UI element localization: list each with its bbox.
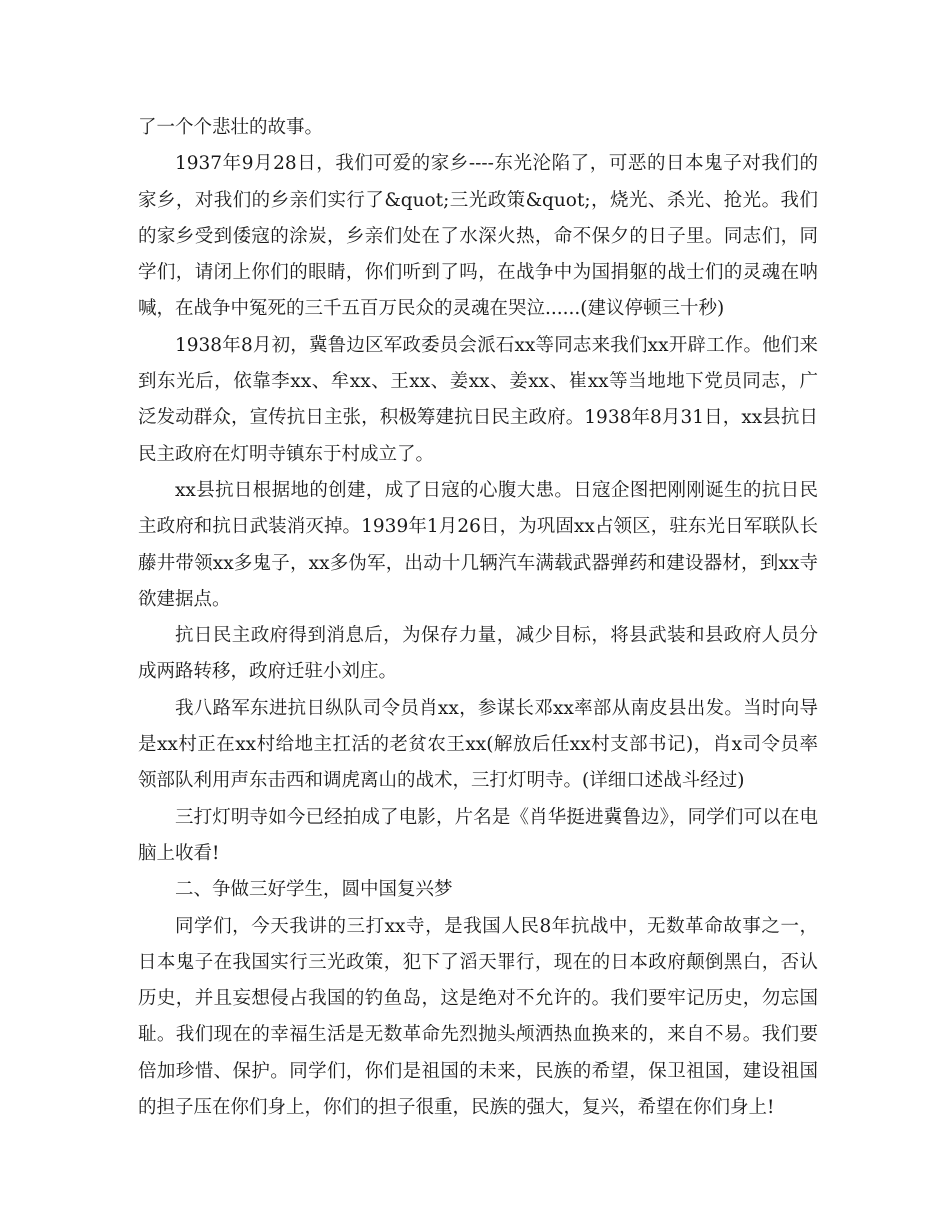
document-body [138,110,818,1126]
paragraph: 1937年9月28日，我们可爱的家乡----东光沦陷了，可恶的日本鬼子对我们的家乡，对我们的乡亲们实行了&quot;三光政策&quot;，烧光、杀光、抢光。我们的家乡受到倭寇的涂炭，乡亲们处在了水深火热，命不保夕的日子里。同志们，同学们，请闭上你们的眼睛，你们听到了吗，在战争中为国捐躯的战士们的灵魂在呐喊，在战争中冤死的三千五百万民众的灵魂在哭泣......(建议停顿三十秒) [138,153,818,320]
section-heading: 二、争做三好学生，圆中国复兴梦 [175,879,453,901]
paragraph: 同学们，今天我讲的三打xx寺，是我国人民8年抗战中，无数革命故事之一，日本鬼子在我国实行三光政策，犯下了滔天罪行，现在的日本政府颠倒黑白，否认历史，并且妄想侵占我国的钓鱼岛，这是绝对不允许的。我们要牢记历史，勿忘国耻。我们现在的幸福生活是无数革命先烈抛头颅洒热血换来的，来自不易。我们要倍加珍惜、保护。同学们，你们是祖国的未来，民族的希望，保卫祖国，建设祖国的担子压在你们身上，你们的担子很重，民族的强大，复兴，希望在你们身上! [138,915,818,1119]
paragraph: 了一个个悲壮的故事。 [138,117,324,138]
paragraph: 我八路军东进抗日纵队司令员肖xx，参谋长邓xx率部从南皮县出发。当时向导是xx村正在xx村给地主扛活的老贫农王xx(解放后任xx村支部书记)，肖x司令员率领部队利用声东击西和调虎离山的战术，三打灯明寺。(详细口述战斗经过) [138,697,818,792]
paragraph: 1938年8月初，冀鲁边区军政委员会派石xx等同志来我们xx开辟工作。他们来到东光后，依靠李xx、牟xx、王xx、姜xx、姜xx、崔xx等当地地下党员同志，广泛发动群众，宣传抗日主张，积极筹建抗日民主政府。1938年8月31日，xx县抗日民主政府在灯明寺镇东于村成立了。 [138,334,818,465]
paragraph: xx县抗日根据地的创建，成了日寇的心腹大患。日寇企图把刚刚诞生的抗日民主政府和抗日武装消灭掉。1939年1月26日，为巩固xx占领区，驻东光日军联队长藤井带领xx多鬼子，xx多伪军，出动十几辆汽车满载武器弹药和建设器材，到xx寺欲建据点。 [138,479,818,610]
paragraph: 抗日民主政府得到消息后，为保存力量，减少目标，将县武装和县政府人员分成两路转移，政府迁驻小刘庄。 [138,625,818,683]
paragraph: 三打灯明寺如今已经拍成了电影，片名是《肖华挺进冀鲁边》，同学们可以在电脑上收看! [138,806,818,864]
